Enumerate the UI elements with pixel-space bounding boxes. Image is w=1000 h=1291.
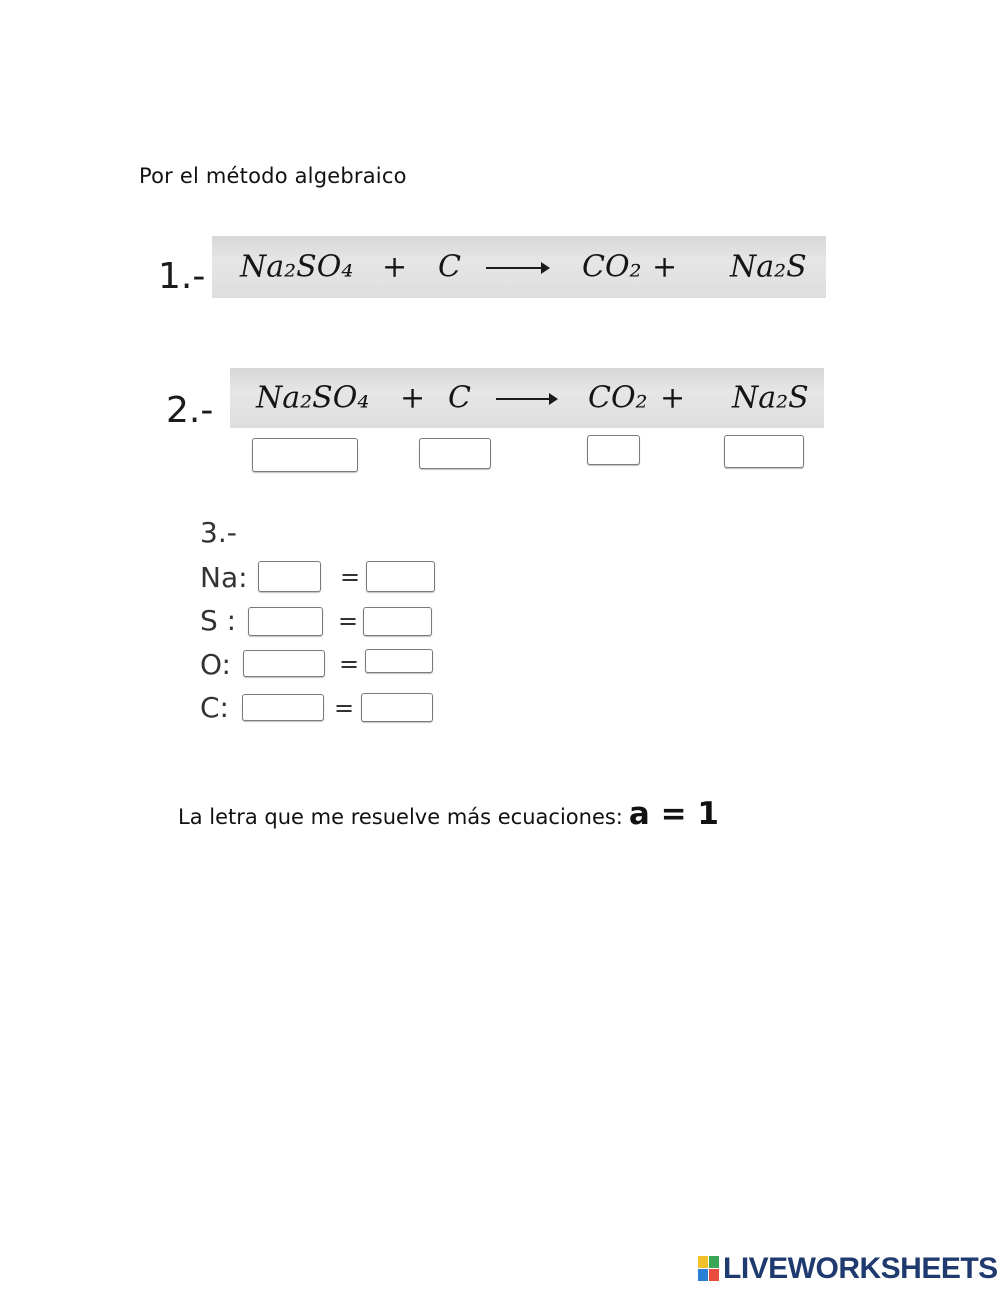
balance-s-left-input[interactable] bbox=[248, 607, 323, 636]
equation-2-number: 2.- bbox=[166, 390, 214, 431]
balance-section-number: 3.- bbox=[200, 516, 237, 549]
equation-2-reactant-2: C bbox=[448, 380, 471, 416]
equation-2-product-1: CO₂ bbox=[588, 380, 648, 416]
coefficient-input-na2so4[interactable] bbox=[252, 438, 358, 472]
balance-o-equals: = bbox=[339, 650, 360, 678]
equation-1-product-2: Na₂S bbox=[730, 249, 807, 285]
balance-s-equals: = bbox=[338, 607, 359, 635]
equation-2-product-2: Na₂S bbox=[732, 380, 809, 416]
equation-1-image bbox=[212, 236, 826, 298]
coefficient-input-co2[interactable] bbox=[587, 435, 640, 465]
equation-1-plus-1: + bbox=[382, 249, 408, 285]
balance-label-o: O: bbox=[200, 648, 231, 681]
balance-label-s: S : bbox=[200, 604, 237, 637]
page-title: Por el método algebraico bbox=[139, 164, 407, 188]
equation-1-number: 1.- bbox=[158, 256, 206, 297]
balance-na-equals: = bbox=[340, 563, 361, 591]
answer-prompt: La letra que me resuelve más ecuaciones: bbox=[178, 805, 623, 829]
balance-c-right-input[interactable] bbox=[361, 693, 433, 722]
balance-label-na: Na: bbox=[200, 561, 248, 594]
balance-c-left-input[interactable] bbox=[242, 694, 324, 721]
answer-line bbox=[178, 796, 719, 832]
equation-1-reactant-2: C bbox=[438, 249, 461, 285]
balance-label-c: C: bbox=[200, 691, 229, 724]
equation-1-product-1: CO₂ bbox=[582, 249, 642, 285]
liveworksheets-logo-icon bbox=[698, 1256, 720, 1282]
answer-value: a = 1 bbox=[628, 796, 719, 832]
equation-2-image bbox=[230, 368, 824, 428]
equation-2-arrow bbox=[496, 398, 556, 400]
brand-name: LIVEWORKSHEETS bbox=[723, 1252, 998, 1285]
balance-c-equals: = bbox=[334, 694, 355, 722]
balance-na-right-input[interactable] bbox=[366, 561, 435, 592]
brand-footer bbox=[698, 1252, 998, 1286]
coefficient-input-na2s[interactable] bbox=[724, 435, 804, 468]
balance-o-left-input[interactable] bbox=[243, 650, 325, 677]
balance-s-right-input[interactable] bbox=[363, 607, 432, 636]
coefficient-input-c[interactable] bbox=[419, 438, 491, 469]
equation-2-plus-2: + bbox=[660, 380, 686, 416]
equation-1-plus-2: + bbox=[652, 249, 678, 285]
balance-na-left-input[interactable] bbox=[258, 561, 321, 592]
equation-2-plus-1: + bbox=[400, 380, 426, 416]
balance-o-right-input[interactable] bbox=[365, 649, 433, 673]
equation-1-reactant-1: Na₂SO₄ bbox=[240, 249, 354, 285]
equation-2-reactant-1: Na₂SO₄ bbox=[256, 380, 370, 416]
equation-1-arrow bbox=[486, 267, 548, 269]
